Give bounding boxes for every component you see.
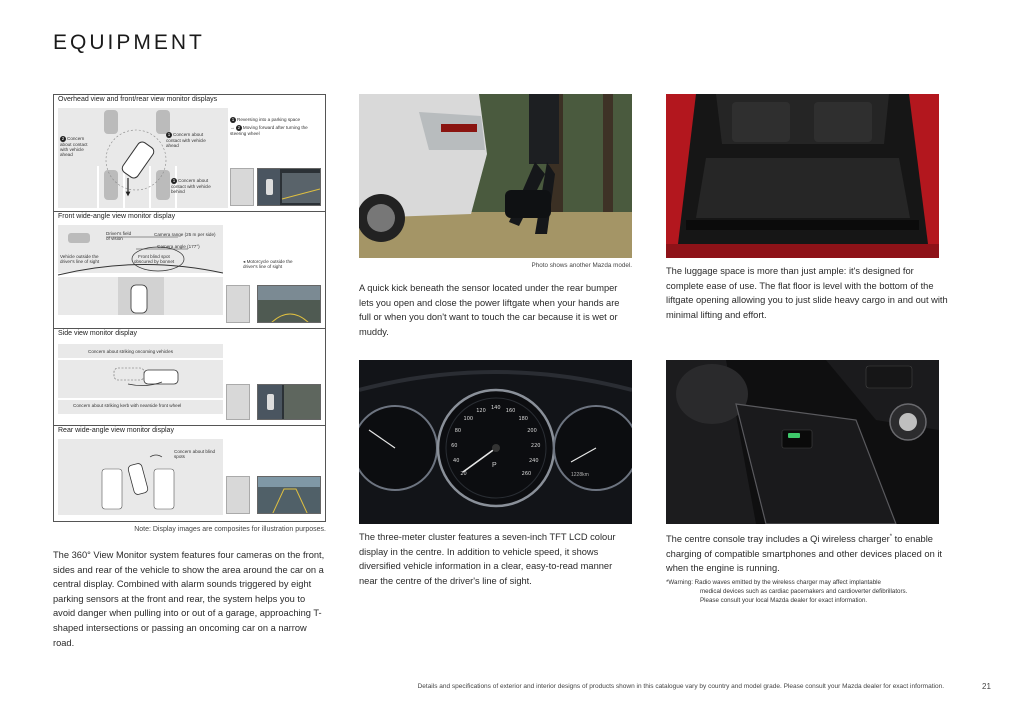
legend-text: Reversing into a parking space (237, 117, 301, 123)
speed-tick-label: 240 (528, 457, 539, 464)
badge-2: 2 (237, 125, 241, 130)
liftgate-paragraph: A quick kick beneath the sensor located under the rear bumper lets you open and close the power liftgate when your hands are full or when you don't want to touch the car because it is wet or muddy. (359, 283, 620, 337)
monitor-screen-thumbnail (257, 285, 321, 323)
label-drivers-field: Driver's field of vision (106, 231, 132, 242)
motorcycle-icon: ◂ (243, 259, 247, 264)
panel-title: Rear wide-angle view monitor display (58, 427, 174, 434)
label-text: Concern about contact with vehicle ahead (60, 136, 88, 158)
photo-power-liftgate (359, 94, 632, 258)
car-overhead-thumbnail (226, 476, 250, 514)
console-paragraph (666, 530, 948, 576)
label-front-blind-spot: Front blind spot obscured by bonnet (133, 254, 175, 265)
speed-tick-label: 100 (463, 415, 474, 422)
monitor-screen-thumbnail (257, 384, 321, 420)
speed-tick-label: 40 (453, 457, 460, 464)
label-text: Concern about contact with vehicle behind (171, 178, 211, 195)
speed-tick-label: 140 (491, 405, 501, 411)
console-illustration (666, 360, 939, 524)
label-text: Concern about contact with vehicle ahead (166, 132, 206, 149)
panel-overhead-view (54, 95, 325, 212)
front-wide-scene (58, 225, 223, 315)
speed-tick-label: 20 (460, 470, 467, 477)
liftgate-photo-caption: Photo shows another Mazda model. (531, 262, 632, 269)
speed-tick-label: 80 (454, 428, 462, 435)
car-overhead-thumbnail (230, 168, 254, 206)
car-overhead-thumbnail (226, 384, 250, 420)
warning-line-2: medical devices such as cardiac pacemakers and cardioverter defibrillators. (700, 588, 908, 595)
warning-text-1: Radio waves emitted by the wireless charger may affect implantable (694, 579, 881, 586)
warning-line-1 (666, 578, 948, 587)
speed-tick-label: 120 (476, 407, 486, 414)
label-camera-angle: Camera angle (177°) (157, 244, 200, 249)
label-oncoming: Concern about striking oncoming vehicles (88, 349, 174, 354)
console-text-a: The centre console tray includes a Qi wireless charger (666, 534, 890, 545)
front-wide-illustration (58, 225, 223, 315)
monitor-screen-thumbnail (257, 168, 321, 206)
view-monitor-diagram (53, 94, 326, 522)
speed-tick-label: 260 (521, 470, 532, 477)
overhead-scene (58, 108, 228, 208)
warning-note (666, 578, 948, 605)
label-camera-range: Camera range (25 m per side) (154, 232, 216, 237)
legend-text: Moving forward after turning the steering wheel (230, 125, 308, 136)
legend-reversing (230, 117, 320, 123)
page-footer: Details and specifications of exterior and interior designs of products shown in this catalogue vary by country and model grade. Please consult your Mazda dealer for exact information. (417, 683, 944, 690)
side-view-scene (58, 344, 223, 414)
arrow-right-icon: → (230, 125, 236, 131)
label-motorcycle (243, 259, 303, 269)
speed-tick-label: 180 (518, 415, 528, 422)
speed-tick-label: 220 (530, 442, 541, 449)
label-text: Motorcycle outside the driver's line of sight (243, 259, 293, 270)
label-vehicle-outside: Vehicle outside the driver's line of sight (60, 254, 100, 265)
badge-1: 1 (167, 132, 171, 137)
car-overhead-thumbnail (226, 285, 250, 323)
panel-title: Side view monitor display (58, 330, 137, 337)
monitor-screen-thumbnail (257, 476, 321, 514)
speed-tick-label: 200 (527, 428, 537, 435)
label-concern-right (166, 132, 212, 148)
footnote-marker: * (889, 534, 893, 540)
legend-moving-forward (230, 125, 320, 136)
label-kerb: Concern about striking kerb with nearside front wheel (73, 403, 182, 408)
diagram-note: Note: Display images are composites for illustration purposes. (134, 526, 326, 533)
badge-1: 1 (172, 178, 176, 183)
gear-indicator: P (492, 462, 497, 469)
rear-wide-scene (58, 439, 223, 515)
label-concern-left (60, 136, 96, 158)
luggage-illustration (666, 94, 939, 258)
luggage-paragraph: The luggage space is more than just ample: it's designed for complete ease of use. The flat floor is level with the bottom of the liftgate opening allowing you to just slide heavy cargo in and out with minimal lifting and effort. (666, 266, 948, 320)
panel-side-view (54, 329, 325, 426)
panel-rear-wide-angle (54, 426, 325, 521)
panel-front-wide-angle (54, 212, 325, 329)
badge-2: 2 (61, 136, 65, 141)
page-number: 21 (982, 682, 991, 691)
photo-luggage-space (666, 94, 939, 258)
svm-paragraph: The 360° View Monitor system features four cameras on the front, sides and rear of the vehicle to show the area around the car on a central display. Combined with alarm sounds triggered by eight parking sensors at the front and rear, the system helps you to avoid danger when pulling into or out of a garage, approaching T-shaped intersections or passing an oncoming car on a narrow road. (53, 550, 325, 648)
odometer-readout: 1228km (571, 472, 589, 478)
console-text-b: to enable charging of compatible smartphones and other devices placed on it when the engine is running. (666, 534, 942, 574)
panel-title: Front wide-angle view monitor display (58, 213, 176, 220)
label-blind-spots: Concern about blind spots (174, 449, 216, 460)
warning-line-3: Please consult your local Mazda dealer for exact information. (700, 597, 868, 604)
badge-1: 1 (231, 117, 235, 122)
photo-wireless-charger (666, 360, 939, 524)
panel-title: Overhead view and front/rear view monitor displays (58, 96, 218, 103)
cluster-paragraph: The three-meter cluster features a seven-inch TFT LCD colour display in the centre. In addition to vehicle speed, it shows diversified vehicle information in a clear, easy-to-read manner near the centre of the driver's line of sight. (359, 532, 616, 586)
speed-tick-layer (359, 360, 632, 524)
liftgate-illustration (359, 94, 632, 258)
page-title: EQUIPMENT (53, 31, 205, 54)
label-concern-behind (171, 178, 217, 194)
warning-label: *Warning: (666, 579, 693, 586)
speed-tick-label: 60 (451, 442, 458, 449)
photo-meter-cluster (359, 360, 632, 524)
speed-tick-label: 160 (505, 407, 516, 414)
